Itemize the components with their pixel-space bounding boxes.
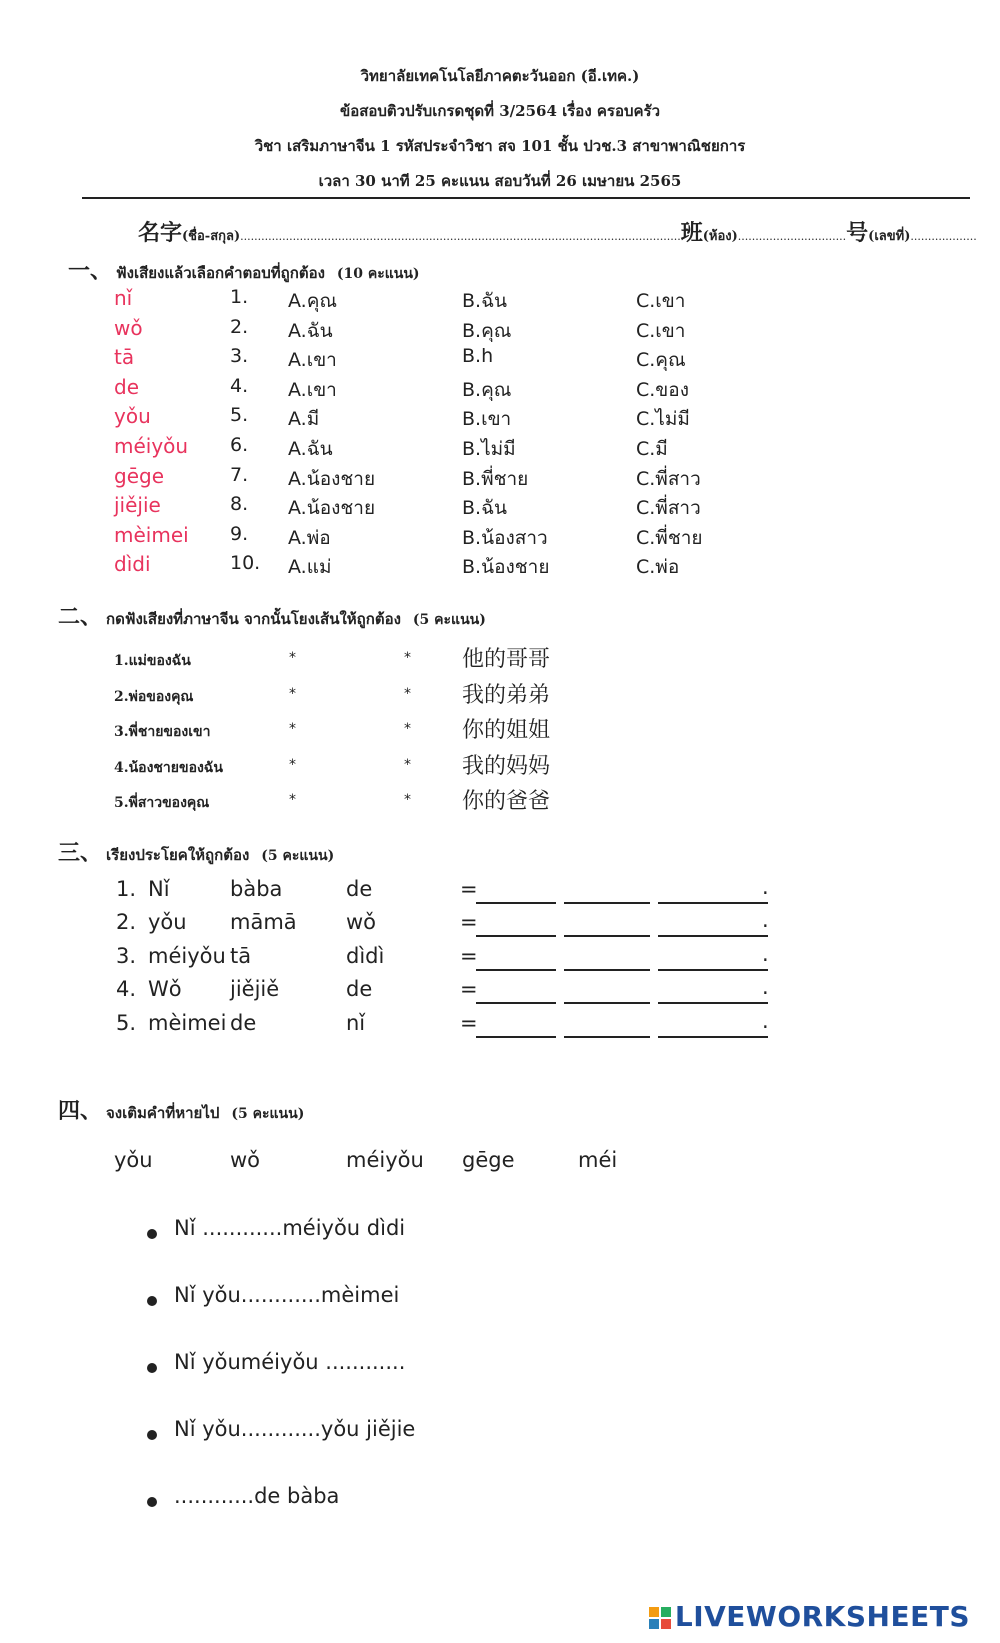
sentence-word-3: de <box>346 977 373 1002</box>
answer-blank-1[interactable] <box>476 1002 556 1004</box>
liveworksheets-logo-text: LIVEWORKSHEETS <box>674 1600 970 1633</box>
exam-title: ข้อสอบติวปรับเกรดชุดที่ 3/2564 เรื่อง ครอบครัว <box>339 102 660 120</box>
question-number: 6. <box>230 434 249 456</box>
answer-blank-3[interactable] <box>658 902 768 904</box>
section1-number: 一、 <box>68 259 113 284</box>
course-info: วิชา เสริมภาษาจีน 1 รหัสประจำวิชา สจ 101 ชั้น ปวช.3 สาขาพาณิชยการ <box>254 137 746 155</box>
number-label-th: (เลขที่) <box>868 229 911 244</box>
exam-time-info: เวลา 30 นาที 25 คะแนน สอบวันที่ 26 เมษายน 2565 <box>318 172 682 190</box>
answer-blank-1[interactable] <box>476 969 556 971</box>
choice-a[interactable]: A.มี <box>288 408 320 431</box>
fill-blank-sentence[interactable]: Nǐ ............méiyǒu dìdi <box>174 1216 406 1240</box>
fill-blank-sentence[interactable]: ............de bàba <box>174 1484 340 1508</box>
sentence-period: . <box>762 941 769 966</box>
match-left-dot[interactable]: * <box>289 792 296 809</box>
sentence-number: 4. <box>116 977 137 1002</box>
section1-title: ฟังเสียงแล้วเลือกคำตอบที่ถูกต้อง <box>116 264 325 282</box>
question-number: 4. <box>230 374 249 397</box>
answer-blank-2[interactable] <box>564 969 650 971</box>
match-left-dot[interactable]: * <box>289 756 296 773</box>
section3-number: 三、 <box>58 841 103 866</box>
choice-c[interactable]: C.พี่สาว <box>636 497 701 520</box>
question-number: 3. <box>230 345 249 368</box>
sentence-word-1: Nǐ <box>148 877 170 901</box>
answer-blank-1[interactable] <box>476 935 556 937</box>
choice-b[interactable]: B.ไม่มี <box>462 438 516 460</box>
pinyin-prompt: tā <box>114 345 135 370</box>
name-label-th: (ชื่อ-สกุล) <box>182 229 241 244</box>
sentence-period: . <box>762 1008 769 1033</box>
bullet-point <box>147 1229 157 1239</box>
choice-b[interactable]: B.น้องสาว <box>462 526 548 549</box>
equals-sign: = <box>460 977 478 1002</box>
choice-c[interactable]: C.มี <box>636 438 668 460</box>
choice-c[interactable]: C.คุณ <box>636 349 686 372</box>
sentence-period: . <box>762 875 769 899</box>
pinyin-prompt: mèimei <box>114 522 189 547</box>
question-number: 1. <box>230 286 249 308</box>
sentence-word-1: yǒu <box>148 910 187 935</box>
match-right-item: 我的妈妈 <box>462 753 551 779</box>
match-right-item: 他的哥哥 <box>462 647 551 672</box>
equals-sign: = <box>460 877 478 901</box>
choice-a[interactable]: A.พ่อ <box>288 526 331 549</box>
sentence-word-2: tā <box>230 943 252 968</box>
choice-b[interactable]: B.คุณ <box>462 319 512 342</box>
fill-blank-sentence[interactable]: Nǐ yǒu............yǒu jiějie <box>174 1417 416 1441</box>
match-right-dot[interactable]: * <box>404 650 411 666</box>
question-number: 2. <box>230 315 249 338</box>
choice-a[interactable]: A.เขา <box>288 349 337 372</box>
sentence-number: 2. <box>116 910 137 935</box>
match-left-item: 5.พี่สาวของคุณ <box>114 795 210 812</box>
pinyin-prompt: de <box>114 374 139 399</box>
answer-blank-3[interactable] <box>658 1036 768 1038</box>
section4-heading <box>58 1094 304 1125</box>
answer-blank-3[interactable] <box>658 1002 768 1004</box>
sentence-word-3: nǐ <box>346 1010 366 1035</box>
choice-b[interactable]: B.คุณ <box>462 378 512 401</box>
class-field[interactable]: ............................... <box>737 230 847 243</box>
match-left-dot[interactable]: * <box>289 650 296 666</box>
class-label-zh: 班 <box>680 221 703 246</box>
fill-blank-sentence[interactable]: Nǐ yǒuméiyǒu ............ <box>174 1350 406 1374</box>
choice-c[interactable]: C.เขา <box>636 319 686 342</box>
choice-a[interactable]: A.แม่ <box>288 556 332 579</box>
section2-number: 二、 <box>58 605 103 630</box>
question-number: 8. <box>230 493 249 516</box>
student-info-line <box>138 216 977 247</box>
sentence-number: 1. <box>116 877 137 901</box>
choice-b[interactable]: B.ฉัน <box>462 497 508 520</box>
liveworksheets-logo-icon <box>649 1607 671 1629</box>
sentence-word-1: méiyǒu <box>148 943 226 968</box>
fill-blank-sentence[interactable]: Nǐ yǒu............mèimei <box>174 1283 400 1307</box>
section4-number: 四、 <box>58 1099 103 1124</box>
match-right-item: 我的弟弟 <box>462 682 551 708</box>
match-right-item: 你的姐姐 <box>462 718 551 744</box>
school-name: วิทยาลัยเทคโนโลยีภาคตะวันออก (อี.เทค.) <box>360 67 640 85</box>
section1-heading <box>68 254 420 285</box>
section3-heading <box>58 836 334 867</box>
match-right-dot[interactable]: * <box>404 756 411 773</box>
answer-blank-3[interactable] <box>658 969 768 971</box>
sentence-number: 5. <box>116 1010 137 1035</box>
class-label-th: (ห้อง) <box>702 229 738 244</box>
word-bank-item: méiyǒu <box>346 1148 424 1172</box>
section2-title: กดฟังเสียงที่ภาษาจีน จากนั้นโยงเส้นให้ถูกต้อง <box>106 610 401 628</box>
bullet-point <box>147 1296 157 1306</box>
question-number: 5. <box>230 404 249 427</box>
choice-a[interactable]: A.ฉัน <box>288 438 333 460</box>
choice-c[interactable]: C.ของ <box>636 378 689 401</box>
answer-blank-2[interactable] <box>564 902 650 904</box>
choice-c[interactable]: C.พี่ชาย <box>636 526 703 549</box>
answer-blank-2[interactable] <box>564 1002 650 1004</box>
match-right-dot[interactable]: * <box>404 792 411 809</box>
word-bank-item: yǒu <box>114 1148 153 1172</box>
section2-heading <box>58 600 486 631</box>
bullet-point <box>147 1430 157 1440</box>
bullet-point <box>147 1497 157 1507</box>
answer-blank-2[interactable] <box>564 1036 650 1038</box>
sentence-word-2: de <box>230 1010 257 1035</box>
equals-sign: = <box>460 910 478 935</box>
sentence-word-1: mèimei <box>148 1010 227 1035</box>
section4-title: จงเติมคำที่หายไป <box>106 1104 220 1122</box>
choice-c[interactable]: C.พี่สาว <box>636 467 701 490</box>
section4-points: (5 คะแนน) <box>231 1106 305 1122</box>
sentence-word-2: jiějiě <box>230 977 280 1002</box>
match-left-dot[interactable]: * <box>289 721 296 738</box>
pinyin-prompt: dìdi <box>114 552 151 577</box>
section3-title: เรียงประโยคให้ถูกต้อง <box>106 846 250 864</box>
choice-c[interactable]: C.เขา <box>636 290 686 312</box>
number-label-zh: 号 <box>846 221 869 246</box>
pinyin-prompt: yǒu <box>114 404 151 429</box>
sentence-period: . <box>762 975 769 1000</box>
answer-blank-3[interactable] <box>658 935 768 937</box>
choice-b[interactable]: B.พี่ชาย <box>462 467 529 490</box>
sentence-word-2: māmā <box>230 910 297 935</box>
number-field[interactable]: ................... <box>910 230 977 243</box>
choice-b[interactable]: B.h <box>462 345 494 368</box>
sentence-number: 3. <box>116 943 137 968</box>
sentence-period: . <box>762 908 769 933</box>
pinyin-prompt: nǐ <box>114 286 133 310</box>
word-bank-item: gēge <box>462 1148 515 1172</box>
name-label-zh: 名字 <box>138 221 183 246</box>
section3-points: (5 คะแนน) <box>261 848 335 864</box>
choice-b[interactable]: B.น้องชาย <box>462 556 550 579</box>
answer-blank-1[interactable] <box>476 902 556 904</box>
equals-sign: = <box>460 1010 478 1035</box>
word-bank-item: méi <box>578 1148 618 1172</box>
match-right-item: 你的爸爸 <box>462 789 551 815</box>
choice-a[interactable]: A.คุณ <box>288 290 338 312</box>
choice-c[interactable]: C.พ่อ <box>636 556 680 579</box>
match-right-dot[interactable]: * <box>404 721 411 738</box>
question-number: 10. <box>230 552 261 575</box>
answer-blank-2[interactable] <box>564 935 650 937</box>
sentence-word-2: bàba <box>230 877 283 901</box>
question-number: 9. <box>230 522 249 545</box>
choice-a[interactable]: A.ฉัน <box>288 319 333 342</box>
bullet-point <box>147 1363 157 1373</box>
pinyin-prompt: gēge <box>114 463 164 488</box>
header-divider <box>82 197 970 199</box>
choice-a[interactable]: A.เขา <box>288 378 337 401</box>
section2-points: (5 คะแนน) <box>412 612 486 628</box>
match-left-item: 1.แม่ของฉัน <box>114 653 191 669</box>
equals-sign: = <box>460 943 478 968</box>
choice-b[interactable]: B.เขา <box>462 408 512 431</box>
match-left-dot[interactable]: * <box>289 685 296 702</box>
choice-a[interactable]: A.น้องชาย <box>288 467 376 490</box>
match-left-item: 2.พ่อของคุณ <box>114 688 194 705</box>
match-right-dot[interactable]: * <box>404 685 411 702</box>
pinyin-prompt: wǒ <box>114 315 143 340</box>
choice-a[interactable]: A.น้องชาย <box>288 497 376 520</box>
choice-b[interactable]: B.ฉัน <box>462 290 508 312</box>
name-field[interactable]: .............................................................................................................................. <box>240 230 681 243</box>
sentence-word-3: dìdì <box>346 943 385 968</box>
liveworksheets-logo <box>649 1600 970 1633</box>
match-left-item: 4.น้องชายของฉัน <box>114 759 223 776</box>
choice-c[interactable]: C.ไม่มี <box>636 408 690 431</box>
pinyin-prompt: méiyǒu <box>114 434 189 458</box>
match-left-item: 3.พี่ชายของเขา <box>114 724 211 741</box>
sentence-word-1: Wǒ <box>148 977 182 1002</box>
section1-points: (10 คะแนน) <box>336 266 420 282</box>
sentence-word-3: de <box>346 877 373 901</box>
sentence-word-3: wǒ <box>346 910 377 935</box>
word-bank-item: wǒ <box>230 1148 261 1172</box>
question-number: 7. <box>230 463 249 486</box>
answer-blank-1[interactable] <box>476 1036 556 1038</box>
pinyin-prompt: jiějie <box>114 493 161 518</box>
